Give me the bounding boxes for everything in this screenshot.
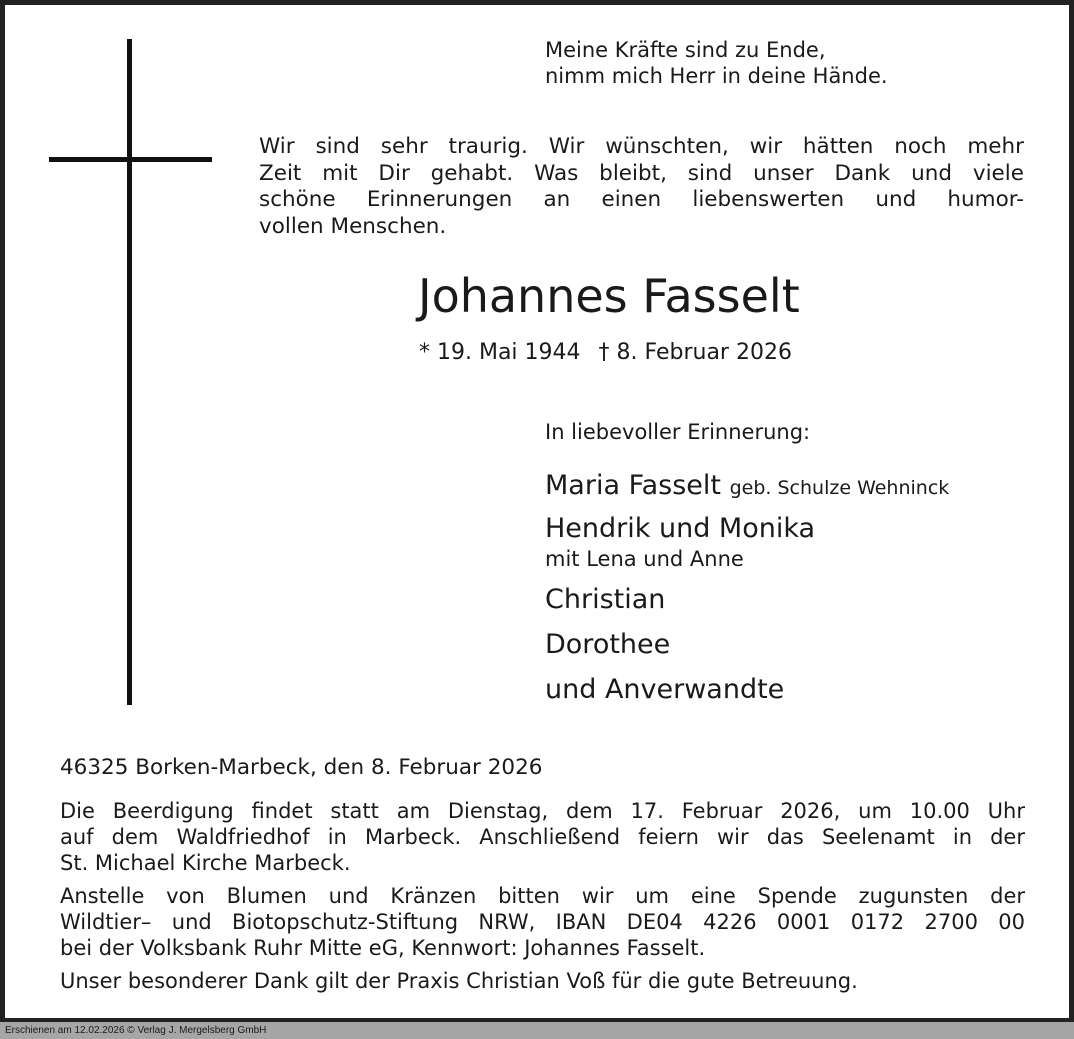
- thanks-text: [60, 968, 1025, 994]
- funeral-line: Die Beerdigung findet statt am Dienstag, dem 17. Februar 2026, um 10.00 Uhr: [60, 799, 1025, 823]
- intro-line: Wir sind sehr traurig. Wir wünschten, wir hätten noch mehr: [259, 134, 1024, 159]
- funeral-line: St. Michael Kirche Marbeck.: [60, 851, 351, 875]
- donation-line: bei der Volksbank Ruhr Mitte eG, Kennwort: Johannes Fasselt.: [60, 936, 706, 960]
- death-date: † 8. Februar 2026: [598, 340, 792, 365]
- mourner-note: mit Lena und Anne: [545, 547, 744, 571]
- donation-info: [60, 883, 1025, 961]
- publication-footer: Erschienen am 12.02.2026 © Verlag J. Mergelsberg GmbH: [0, 1022, 1074, 1039]
- cross-icon-horizontal-bar: [49, 157, 212, 162]
- intro-line: Zeit mit Dir gehabt. Was bleibt, sind unser Dank und viele: [259, 160, 1024, 186]
- intro-line: schöne Erinnerungen an einen liebenswerten und humor-: [259, 187, 1024, 212]
- verse-line: Meine Kräfte sind zu Ende,: [545, 38, 826, 62]
- mourner-name: Hendrik und Monika: [545, 513, 816, 544]
- intro-text: [259, 134, 1024, 240]
- birth-date: * 19. Mai 1944: [419, 340, 581, 365]
- funeral-info: [60, 798, 1025, 876]
- mourner-name: Maria Fasselt: [545, 470, 722, 501]
- mourner-name: Dorothee: [545, 629, 671, 660]
- funeral-line: auf dem Waldfriedhof in Marbeck. Anschließend feiern wir das Seelenamt in der: [60, 825, 1025, 849]
- remembrance-label: In liebevoller Erinnerung:: [545, 420, 811, 444]
- verse-line: nimm mich Herr in deine Hände.: [545, 64, 888, 88]
- mourner-note: geb. Schulze Wehninck: [729, 477, 950, 499]
- mourner-entry: [545, 469, 949, 505]
- intro-line: vollen Menschen.: [259, 213, 447, 239]
- place-and-date: 46325 Borken-Marbeck, den 8. Februar 2026: [60, 755, 543, 780]
- thanks-line: Unser besonderer Dank gilt der Praxis Christian Voß für die gute Betreuung.: [60, 969, 858, 993]
- life-dates: [419, 339, 792, 367]
- donation-line: Anstelle von Blumen und Kränzen bitten wir um eine Spende zugunsten der: [60, 884, 1025, 908]
- cross-icon-vertical-bar: [127, 39, 132, 705]
- mourner-name: und Anverwandte: [545, 674, 785, 705]
- verse: [545, 37, 888, 89]
- donation-line: Wildtier– und Biotopschutz-Stiftung NRW, IBAN DE04 4226 0001 0172 2700 00: [60, 910, 1025, 934]
- deceased-name: Johannes Fasselt: [418, 269, 800, 323]
- mourner-name: Christian: [545, 584, 666, 615]
